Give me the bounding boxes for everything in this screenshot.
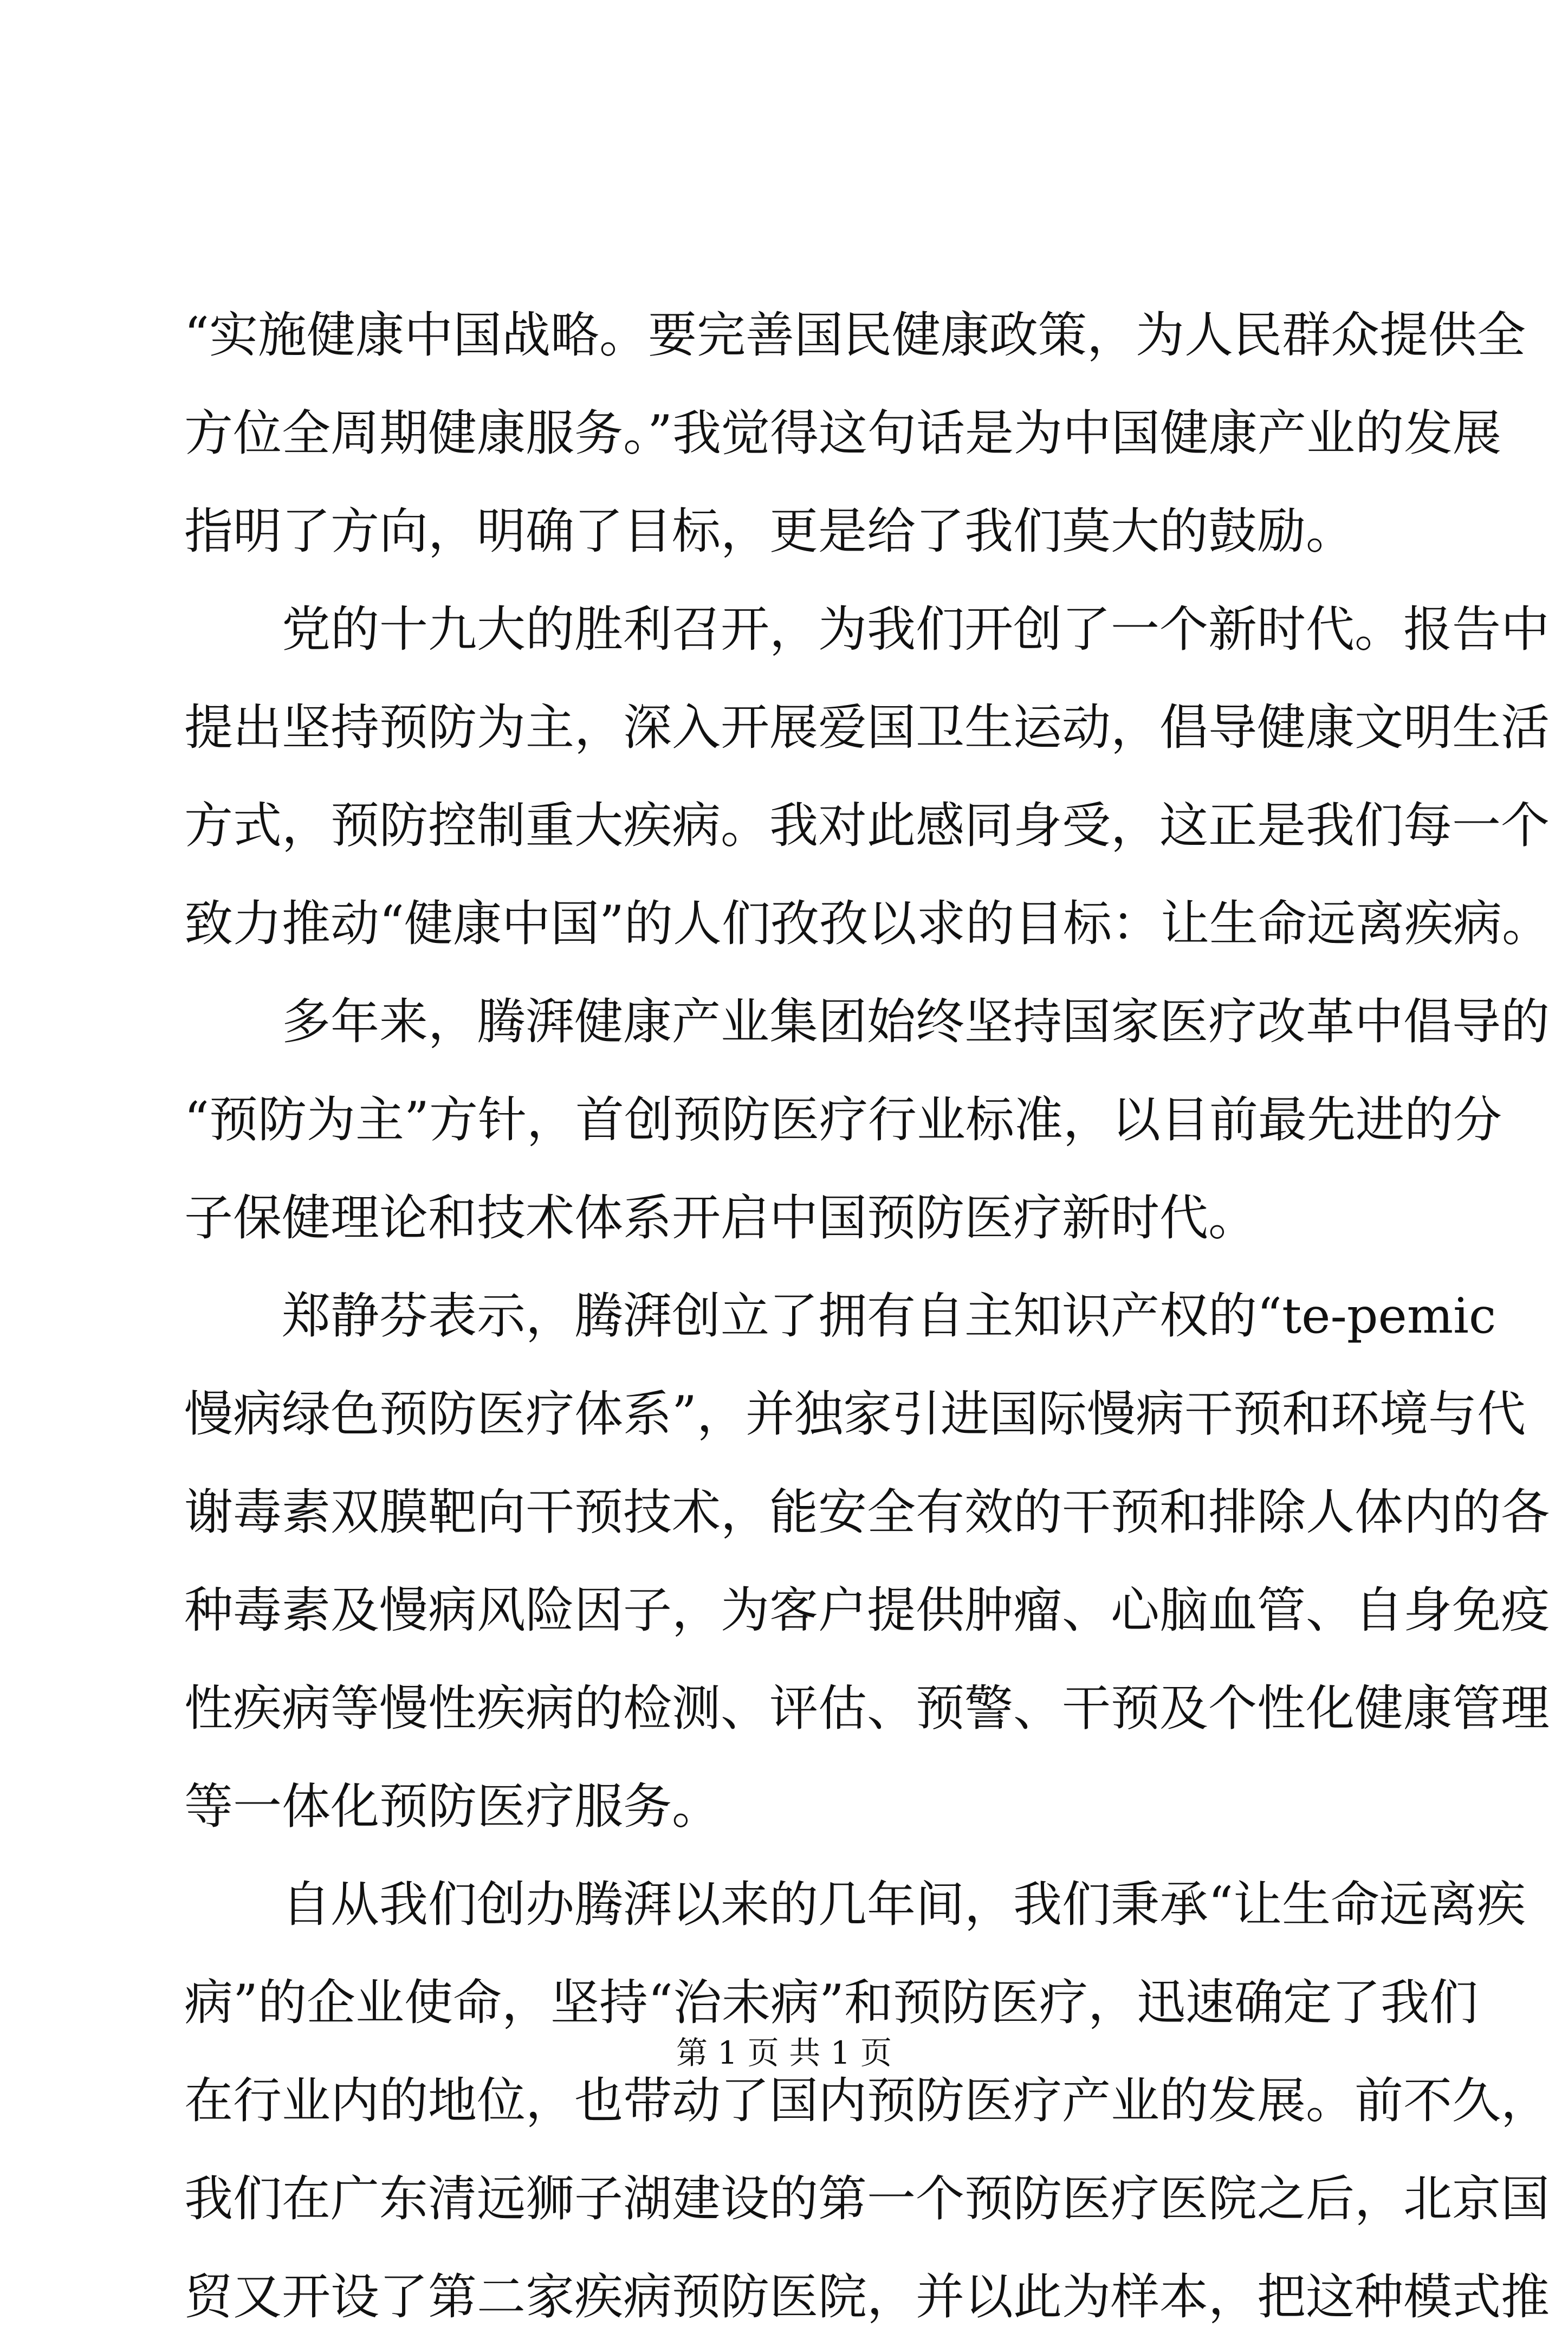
page-number-footer: 第 1 页 共 1 页 [676,2034,892,2071]
text-line: 致力推动“健康中国”的人们孜孜以求的目标：让生命远离疾病。 [184,895,1551,952]
text-line: 贸又开设了第二家疾病预防医院，并以此为样本，把这种模式推 [184,2269,1550,2325]
text-line: 谢毒素双膜靶向干预技术，能安全有效的干预和排除人体内的各 [184,1484,1550,1541]
text-line: “实施健康中国战略。要完善国民健康政策，为人民群众提供全 [184,307,1526,364]
text-line: 方位全周期健康服务。”我觉得这句话是为中国健康产业的发展 [184,405,1502,462]
text-line: 子保健理论和技术体系开启中国预防医疗新时代。 [184,1190,1257,1246]
text-line: 党的十九大的胜利召开，为我们开创了一个新时代。报告中 [282,601,1550,658]
text-line: “预防为主”方针，首创预防医疗行业标准，以目前最先进的分 [184,1091,1502,1148]
text-line: 慢病绿色预防医疗体系”，并独家引进国际慢病干预和环境与代 [184,1386,1526,1443]
text-line: 指明了方向，明确了目标，更是给了我们莫大的鼓励。 [184,503,1355,560]
text-line: 性疾病等慢性疾病的检测、评估、预警、干预及个性化健康管理 [184,1680,1550,1737]
text-line: 我们在广东清远狮子湖建设的第一个预防医疗医院之后，北京国 [184,2170,1550,2227]
text-line: 方式，预防控制重大疾病。我对此感同身受，这正是我们每一个 [184,797,1550,854]
text-line: 提出坚持预防为主，深入开展爱国卫生运动，倡导健康文明生活 [184,699,1550,756]
text-line: 等一体化预防医疗服务。 [184,1778,721,1835]
text-line: 在行业内的地位，也带动了国内预防医疗产业的发展。前不久， [184,2072,1550,2129]
text-line: 多年来，腾湃健康产业集团始终坚持国家医疗改革中倡导的 [282,993,1550,1050]
text-line: 郑静芬表示，腾湃创立了拥有自主知识产权的“te-pemic [282,1288,1496,1345]
text-line: 病”的企业使命，坚持“治未病”和预防医疗，迅速确定了我们 [184,1974,1479,2031]
text-line: 种毒素及慢病风险因子，为客户提供肿瘤、心脑血管、自身免疫 [184,1582,1550,1639]
text-line: 自从我们创办腾湃以来的几年间，我们秉承“让生命远离疾 [282,1876,1526,1933]
